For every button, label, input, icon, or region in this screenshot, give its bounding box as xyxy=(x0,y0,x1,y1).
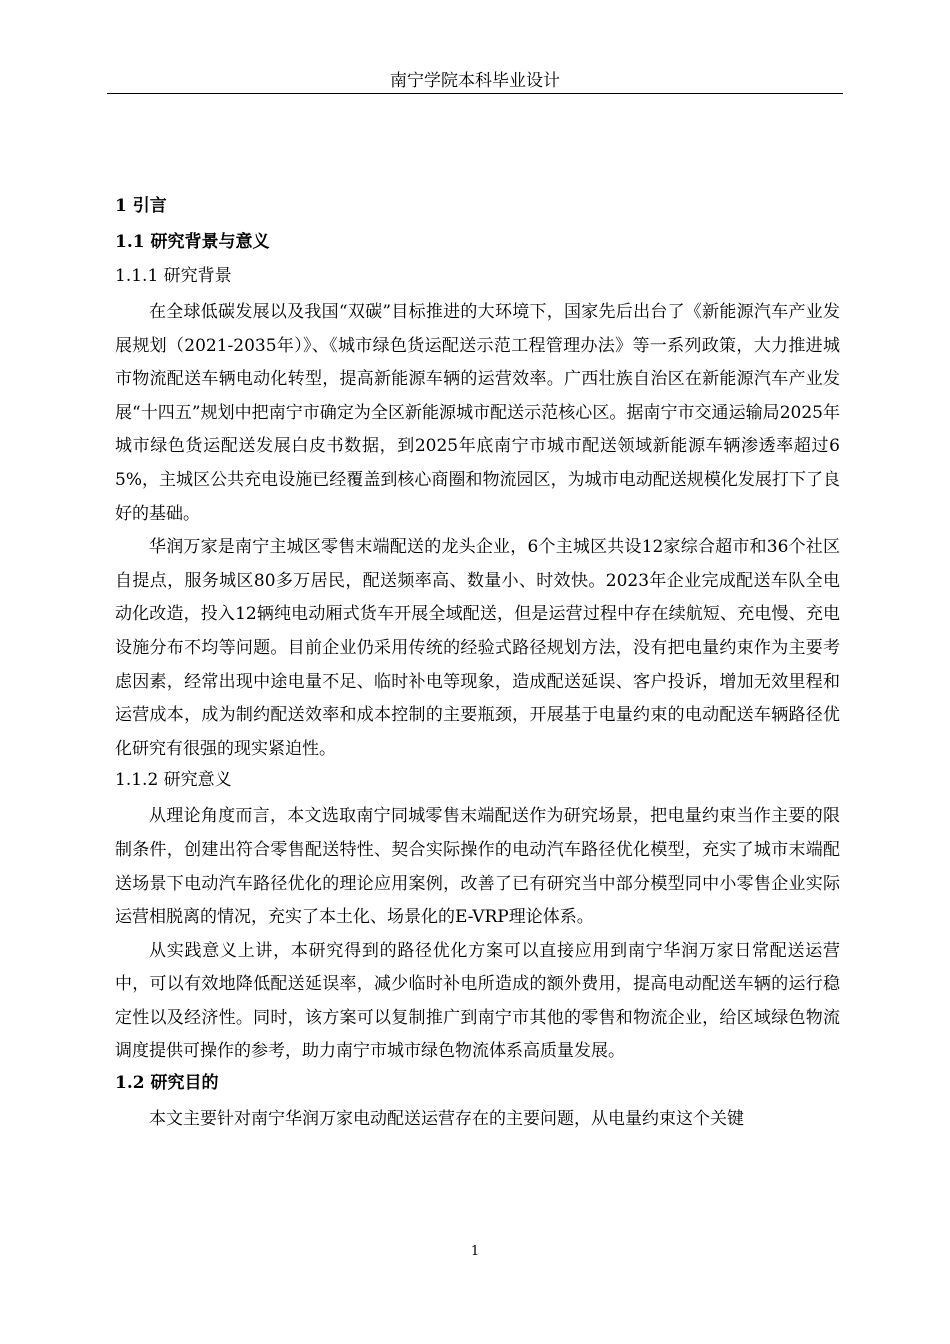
page-body xyxy=(115,192,840,1137)
heading-1-1-2-significance: 1.1.2 研究意义 xyxy=(115,770,232,791)
heading-1-introduction: 1 引言 xyxy=(115,196,167,216)
paragraph-significance-2: 从实践意义上讲，本研究得到的路径优化方案可以直接应用到南宁华润万家日常配送运营中，可以有效地降低配送延误率，减少临时补电所造成的额外费用，提高电动配送车辆的运行稳定性以及经济性。同时，该方案可以复制推广到南宁市其他的零售和物流企业，给区域绿色物流调度提供可操作的参考，助力南宁市城市绿色物流体系高质量发展。 xyxy=(115,940,840,1062)
heading-1-1-background-and-significance: 1.1 研究背景与意义 xyxy=(115,232,270,252)
heading-1-2-purpose: 1.2 研究目的 xyxy=(115,1073,219,1094)
page-number: 1 xyxy=(470,1244,480,1259)
paragraph-purpose-1: 本文主要针对南宁华润万家电动配送运营存在的主要问题，从电量约束这个关键 xyxy=(149,1109,744,1130)
paragraph-background-1: 在全球低碳发展以及我国“双碳”目标推进的大环境下，国家先后出台了《新能源汽车产业发展规划（2021-2035年）》、《城市绿色货运配送示范工程管理办法》等一系列政策，大力推进城市物流配送车辆电动化转型，提高新能源车辆的运营效率。广西壮族自治区在新能源汽车产业发展“十四五”规划中把南宁市确定为全区新能源城市配送示范核心区。据南宁市交通运输局2025年城市绿色货运配送发展白皮书数据，到2025年底南宁市城市配送领域新能源车辆渗透率超过65%，主城区公共充电设施已经覆盖到核心商圈和物流园区，为城市电动配送规模化发展打下了良好的基础。 xyxy=(115,302,840,524)
header-rule xyxy=(107,93,843,94)
heading-1-1-1-background: 1.1.1 研究背景 xyxy=(115,266,232,286)
running-header: 南宁学院本科毕业设计 xyxy=(390,71,560,91)
paragraph-significance-1: 从理论角度而言，本文选取南宁同城零售末端配送作为研究场景，把电量约束当作主要的限制条件，创建出符合零售配送特性、契合实际操作的电动汽车路径优化模型，充实了城市末端配送场景下电动汽车路径优化的理论应用案例，改善了已有研究当中部分模型同中小零售企业实际运营相脱离的情况，充实了本土化、场景化的E-VRP理论体系。 xyxy=(115,806,840,928)
paragraph-background-2: 华润万家是南宁主城区零售末端配送的龙头企业，6个主城区共设12家综合超市和36个社区自提点，服务城区80多万居民，配送频率高、数量小、时效快。2023年企业完成配送车队全电动化改造，投入12辆纯电动厢式货车开展全域配送，但是运营过程中存在续航短、充电慢、充电设施分布不均等问题。目前企业仍采用传统的经验式路径规划方法，没有把电量约束作为主要考虑因素，经常出现中途电量不足、临时补电等现象，造成配送延误、客户投诉，增加无效里程和运营成本，成为制约配送效率和成本控制的主要瓶颈，开展基于电量约束的电动配送车辆路径优化研究有很强的现实紧迫性。 xyxy=(115,537,840,759)
